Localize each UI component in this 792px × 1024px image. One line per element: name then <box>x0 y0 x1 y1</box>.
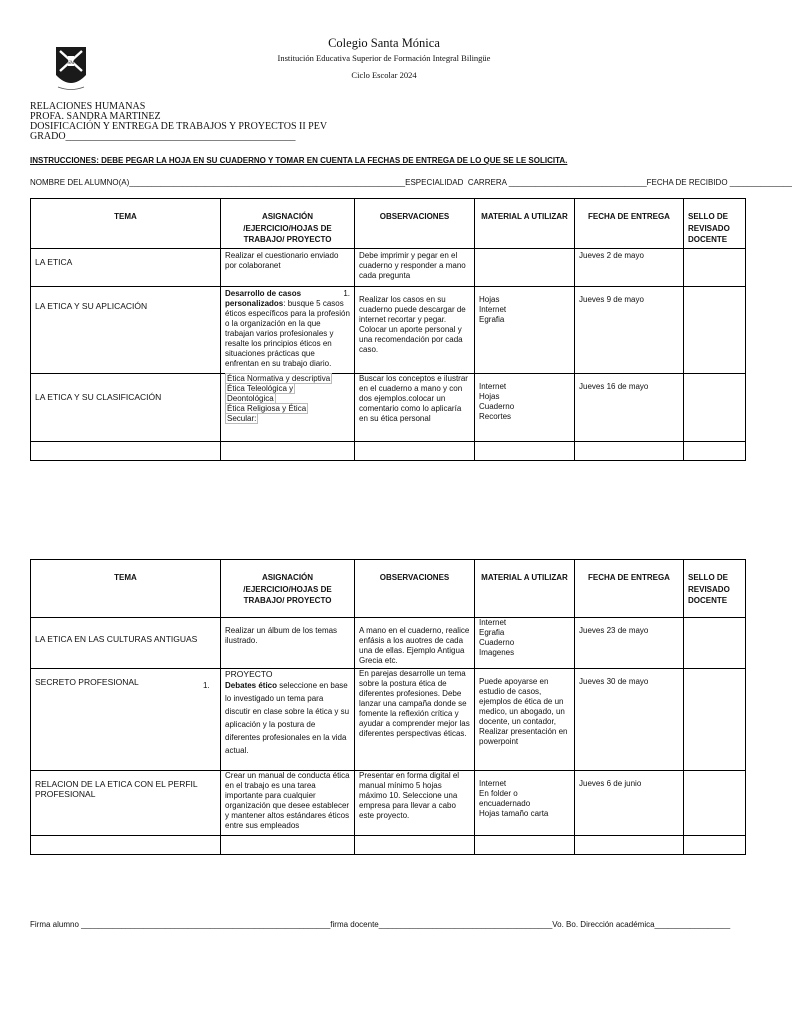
teacher-line: PROFA. SANDRA MARTINEZ <box>30 111 161 122</box>
table-header-row <box>31 560 746 618</box>
cell-observaciones: Buscar los conceptos e ilustrar en el cuaderno a mano y con dos ejemplos.colocar un comentario como lo aplicaría en su ética personal <box>355 373 475 441</box>
table-row-empty <box>31 836 746 855</box>
list-item: Ética Normativa y descriptiva <box>227 373 331 383</box>
table-row <box>31 373 746 441</box>
cell-sello <box>684 286 746 373</box>
list-item: Ética Religiosa y Ética <box>227 403 307 413</box>
school-name: Colegio Santa Mónica <box>328 36 440 50</box>
header-tema: TEMA <box>31 560 221 618</box>
cell-material <box>475 248 575 286</box>
cell-material: Internet En folder o encuadernado Hojas tamaño carta <box>475 771 575 836</box>
table-row <box>31 286 746 373</box>
list-item: Ética Teleológica y <box>227 383 294 393</box>
subject-line: RELACIONES HUMANAS <box>30 101 146 112</box>
cell-asignacion: Realizar el cuestionario enviado por colaboranet <box>221 248 355 286</box>
assignment-label: PROYECTO <box>225 669 273 679</box>
cell-asignacion <box>221 286 355 373</box>
assignments-table-2 <box>30 559 746 855</box>
table-header-row <box>31 199 746 249</box>
cell-observaciones: Presentar en forma digital el manual mínimo 5 hojas máximo 10. Seleccione una empresa para llevar a cabo este proyecto. <box>355 771 475 836</box>
header-asignacion: ASIGNACIÓN /EJERCICIO/HOJAS DE TRABAJO/ PROYECTO <box>221 199 355 249</box>
cell-material: Hojas Internet Egrafia <box>475 286 575 373</box>
cell-sello <box>684 373 746 441</box>
table-row-empty <box>31 441 746 460</box>
table-row <box>31 618 746 669</box>
header-asignacion: ASIGNACIÓN /EJERCICIO/HOJAS DE TRABAJO/ PROYECTO <box>221 560 355 618</box>
header-fecha: FECHA DE ENTREGA <box>575 199 684 249</box>
header-material: MATERIAL A UTILIZAR <box>475 199 575 249</box>
list-number: 1. <box>203 681 210 690</box>
cell-tema: LA ETICA Y SU CLASIFICACIÓN <box>31 373 221 441</box>
cell-asignacion: Crear un manual de conducta ética en el trabajo es una tarea importante para cualquier organización que desee establecer y mantener altos estándares éticos entre sus empleados <box>221 771 355 836</box>
cell-tema: LA ETICA EN LAS CULTURAS ANTIGUAS <box>31 618 221 669</box>
header-material: MATERIAL A UTILIZAR <box>475 560 575 618</box>
grade-line: GRADO______________________________________________ <box>30 131 296 142</box>
cell-tema: RELACION DE LA ETICA CON EL PERFIL PROFESIONAL <box>31 771 221 836</box>
student-name-line: NOMBRE DEL ALUMNO(A)______________________________________________________________ESPECIALIDAD CARRERA _______________________________FECHA DE RECIBIDO ______________ <box>30 178 792 187</box>
list-item: Deontológica <box>227 393 274 403</box>
assignment-title: Debates ético <box>225 681 278 690</box>
list-item: Secular: <box>227 413 257 423</box>
signature-line: Firma alumno ________________________________________________________firma docente_______________________________________Vo. Bo. Dirección académica_________________ <box>30 920 731 929</box>
cell-tema: LA ETICA <box>31 248 221 286</box>
institution-name: Institución Educativa Superior de Formación Integral Bilingüe <box>277 53 491 63</box>
svg-text:SM: SM <box>67 61 75 66</box>
header-sello: SELLO DE REVISADO DOCENTE <box>684 560 746 618</box>
assignment-text: : busque 5 casos éticos específicos para la profesión o la organización en la que trabajan varios profesionales y resalte los principios éticos en situaciones prácticas que enfrentan en su trabajo diario. <box>225 298 350 368</box>
cell-tema: SECRETO PROFESIONAL <box>31 669 221 771</box>
cell-asignacion <box>221 373 355 441</box>
cell-fecha: Jueves 6 de junio <box>575 771 684 836</box>
cell-sello <box>684 669 746 771</box>
cell-asignacion: Realizar un álbum de los temas ilustrado. <box>221 618 355 669</box>
table-row <box>31 669 746 771</box>
table-row <box>31 248 746 286</box>
cell-material: Puede apoyarse en estudio de casos, ejemplos de ética de un medico, un abogado, un docente, un contador, Realizar presentación en powerpoint <box>475 669 575 771</box>
cell-sello <box>684 618 746 669</box>
list-number: 1. <box>343 288 350 298</box>
instructions: INSTRUCCIONES: DEBE PEGAR LA HOJA EN SU CUADERNO Y TOMAR EN CUENTA LA FECHAS DE ENTREGA DE LO QUE SE LE SOLICITA. <box>30 156 568 165</box>
cell-observaciones: A mano en el cuaderno, realice enfásis a los auotres de cada una de ellas. Ejemplo Antigua Grecia etc. <box>355 618 475 669</box>
cell-fecha: Jueves 16 de mayo <box>575 373 684 441</box>
school-cycle: Ciclo Escolar 2024 <box>351 70 417 80</box>
cell-observaciones: Debe imprimir y pegar en el cuaderno y responder a mano cada pregunta <box>355 248 475 286</box>
cell-observaciones: En parejas desarrolle un tema sobre la postura ética de diferentes profesiones. Debe lanzar una campaña donde se fomente la reflexión crítica y ayudar a comprender mejor las diferentes perspectivas éticas. <box>355 669 475 771</box>
cell-fecha: Jueves 2 de mayo <box>575 248 684 286</box>
cell-material: Internet Egrafia Cuaderno Imagenes <box>475 618 575 669</box>
cell-fecha: Jueves 30 de mayo <box>575 669 684 771</box>
cell-fecha: Jueves 23 de mayo <box>575 618 684 669</box>
header-observaciones: OBSERVACIONES <box>355 199 475 249</box>
table-row <box>31 771 746 836</box>
cell-sello <box>684 771 746 836</box>
assignment-text: seleccione en base lo investigado un tema para discutir en clase sobre la ética y su aplicación y la postura de diferentes profesionales en la vida actual. <box>225 681 350 755</box>
assignments-table-1 <box>30 198 746 461</box>
cell-sello <box>684 248 746 286</box>
cell-asignacion <box>203 669 355 771</box>
cell-material: Internet Hojas Cuaderno Recortes <box>475 373 575 441</box>
cell-fecha: Jueves 9 de mayo <box>575 286 684 373</box>
cell-tema: LA ETICA Y SU APLICACIÓN <box>31 286 221 373</box>
header-sello: SELLO DE REVISADO DOCENTE <box>684 199 746 249</box>
dosification-line: DOSIFICACIÓN Y ENTREGA DE TRABAJOS Y PROYECTOS II PEV <box>30 121 328 132</box>
header-observaciones: OBSERVACIONES <box>355 560 475 618</box>
header-tema: TEMA <box>31 199 221 249</box>
assignment-title: Desarrollo de casos personalizados <box>225 288 302 308</box>
header-fecha: FECHA DE ENTREGA <box>575 560 684 618</box>
cell-observaciones: Realizar los casos en su cuaderno puede descargar de internet recortar y pegar. Colocar un aporte personal y una recomendación por cada caso. <box>355 286 475 373</box>
